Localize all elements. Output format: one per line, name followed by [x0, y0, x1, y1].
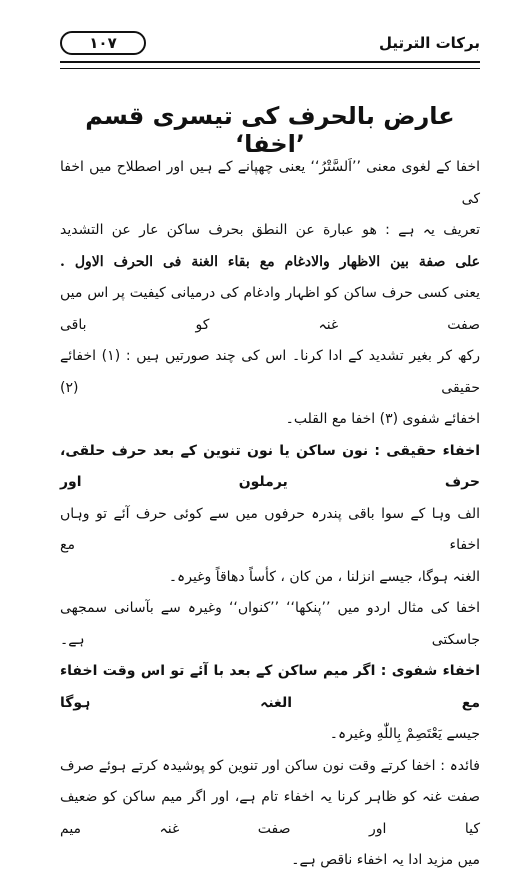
book-title: برکات الترتیل: [379, 34, 480, 52]
text-line: فائدہ : اخفا کرتے وقت نون ساکن اور تنوین کو پوشیدہ کرتے ہوئے صرف: [60, 757, 480, 774]
text-line: اخفا کی مثال اردو میں ’’پنکھا‘‘ ’’کنواں‘‘ وغیرہ سے بآسانی سمجھی جاسکتی ہے۔: [60, 600, 480, 648]
text-line: جیسے يَعْتَصِمْ بِاللّٰهِ وغیرہ۔: [329, 726, 480, 742]
body-text: [60, 152, 480, 877]
text-line: یعنی کسی حرف ساکن کو اظہار وادغام کی درمیانی کیفیت پر اس میں صفت غنہ کو باقی: [60, 285, 480, 333]
page-number: ۱۰۷: [60, 31, 146, 55]
text-line: رکھ کر بغیر تشدید کے ادا کرنا۔ اس کی چند صورتیں ہیں : (۱) اخفائے حقیقی (۲): [60, 348, 481, 396]
text-line: میں مزید ادا یہ اخفاء ناقص ہے۔: [291, 852, 480, 868]
page-header: [60, 28, 480, 58]
text-line: اخفائے شفوی (۳) اخفا مع القلب۔: [285, 411, 480, 427]
header-rule-thin: [60, 68, 480, 69]
text-line: اخفا کے لغوی معنی ’’اَلسَّتْرُ‘‘ یعنی چھپانے کے ہیں اور اصطلاح میں اخفا کی: [60, 159, 480, 207]
text-line: اخفاء حقیقی : نون ساکن یا نون تنوین کے بعد حرف حلقی، حرف یرملون اور: [60, 442, 480, 490]
text-line: اخفاء شفوی : اگر میم ساکن کے بعد با آئے تو اس وقت اخفاء مع الغنہ ہوگا: [60, 663, 480, 711]
chapter-heading: عارض بالحرف کی تیسری قسم ’اخفا‘: [85, 102, 455, 158]
header-rule: [60, 61, 480, 63]
text-line: الف وہا کے سوا باقی پندرہ حرفوں میں سے کوئی حرف آئے تو وہاں اخفاء مع: [60, 505, 480, 553]
text-line: تعریف یہ ہے : هو عبارة عن النطق بحرف ساكن عار عن التشديد: [60, 222, 480, 238]
text-line: الغنہ ہوگا، جیسے انزلنا ، من كان ، كأساً دهاقاً وغیرہ۔: [168, 568, 480, 585]
text-line: على صفة بين الاظهار والادغام مع بقاء الغنة فى الحرف الاول .: [60, 253, 480, 270]
text-line: صفت غنہ کو ظاہر کرنا یہ اخفاء تام ہے، اور اگر میم ساکن کو ضعیف کیا اور صفت غنہ میم: [60, 789, 480, 837]
